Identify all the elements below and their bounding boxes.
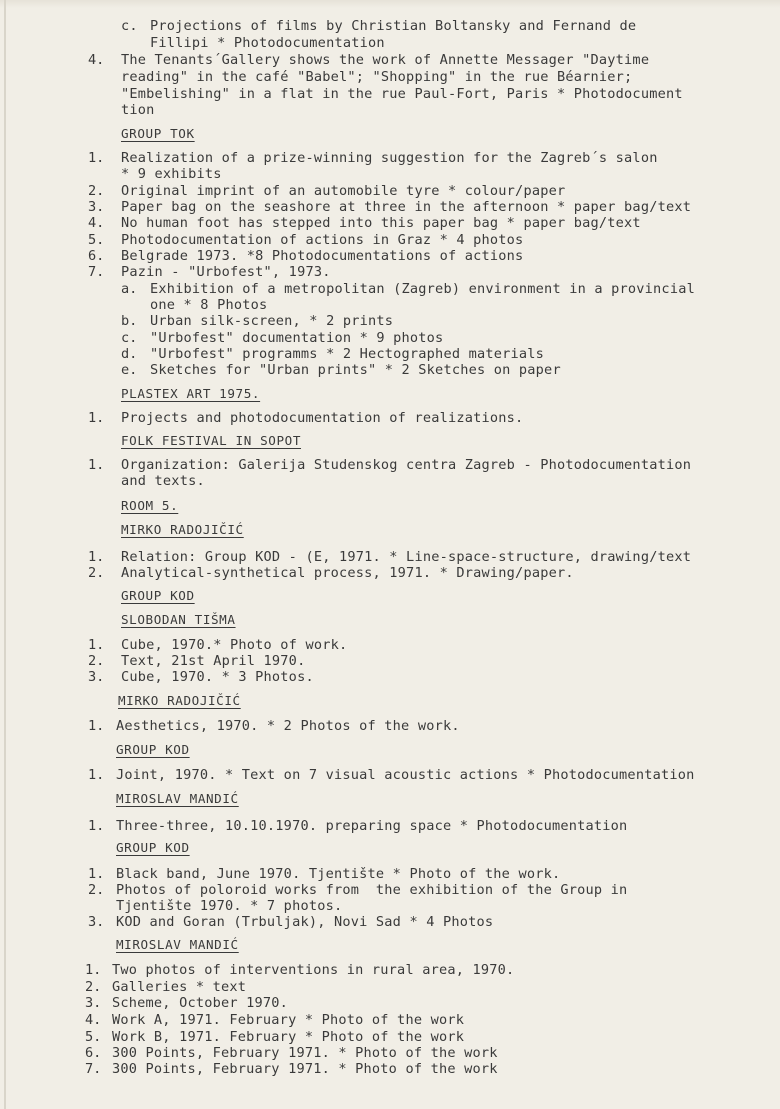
sub-item: Exhibition of a metropolitan (Zagreb) environment in a provincial [150,281,695,297]
list-item: No human foot has stepped into this paper bag * paper bag/text [121,215,641,231]
list-item-number: 7. [85,1061,102,1077]
list-item: 300 Points, February 1971. * Photo of the work [112,1045,498,1061]
list-item-number: 1. [88,457,105,473]
item-4-line-2: reading" in the café "Babel"; "Shopping" in the rue Béarnier; [121,69,633,85]
list-item-number: 2. [88,653,105,669]
list-item: Cube, 1970. * 3 Photos. [121,669,314,685]
list-item: Photodocumentation of actions in Graz * 4 photos [121,232,524,248]
list-item: Galleries * text [112,979,247,995]
list-item: and texts. [121,473,205,489]
list-item: * 9 exhibits [121,166,222,182]
sub-item: Urban silk-screen, * 2 prints [150,313,394,329]
list-item-number: 2. [88,565,105,581]
section-heading-mirko-radojicic: MIRKO RADOJIČIĆ [121,522,244,537]
list-item-number: 6. [88,248,105,264]
sub-item-letter: e. [121,362,138,378]
list-item: Photos of poloroid works from the exhibition of the Group in [116,882,628,898]
list-item-number: 1. [88,549,105,565]
list-item: Work B, 1971. February * Photo of the work [112,1029,465,1045]
list-item: KOD and Goran (Trbuljak), Novi Sad * 4 Photos [116,914,494,930]
list-item: Scheme, October 1970. [112,995,289,1011]
list-item: Two photos of interventions in rural area, 1970. [112,962,515,978]
list-item: Aesthetics, 1970. * 2 Photos of the work. [116,718,460,734]
list-item: Organization: Galerija Studenskog centra Zagreb - Photodocumentation [121,457,692,473]
sub-item: "Urbofest" programms * 2 Hectographed materials [150,346,545,362]
list-item-number: 4. [85,1012,102,1028]
sub-item-letter: c. [121,330,138,346]
item-4-line-4: tion [121,102,155,118]
list-item: Belgrade 1973. *8 Photodocumentations of actions [121,248,524,264]
section-heading-mirko-radojicic: MIRKO RADOJIČIĆ [118,693,241,708]
list-item-number: 1. [88,150,105,166]
item-4-line-1: The Tenants´Gallery shows the work of Annette Messager "Daytime [121,52,650,68]
page-fold-line [4,0,6,1109]
list-item: Projects and photodocumentation of realizations. [121,410,524,426]
list-item: Three-three, 10.10.1970. preparing space * Photodocumentation [116,818,628,834]
section-heading-plastex-art: PLASTEX ART 1975. [121,386,261,401]
section-heading-group-kod: GROUP KOD [116,840,190,855]
list-item: Text, 21st April 1970. [121,653,306,669]
list-item-number: 2. [85,979,102,995]
sub-item: one * 8 Photos [150,297,268,313]
list-item-number: 5. [85,1029,102,1045]
list-item-number: 1. [88,818,105,834]
list-item: Realization of a prize-winning suggestion for the Zagreb´s salon [121,150,658,166]
list-item-number: 5. [88,232,105,248]
list-item-number: 1. [88,718,105,734]
sub-item-letter: b. [121,313,138,329]
list-item-number: 7. [88,264,105,280]
section-heading-miroslav-mandic: MIROSLAV MANDIĆ [116,791,239,806]
list-item: Relation: Group KOD - (E, 1971. * Line-space-structure, drawing/text [121,549,692,565]
sub-item-letter: d. [121,346,138,362]
list-item: Paper bag on the seashore at three in the afternoon * paper bag/text [121,199,692,215]
list-item-number: 1. [85,962,102,978]
list-item-number: 3. [85,995,102,1011]
section-heading-group-kod: GROUP KOD [121,588,195,603]
item-c-label: c. [121,18,138,34]
sub-item: Sketches for "Urban prints" * 2 Sketches on paper [150,362,561,378]
item-c-line-1: Projections of films by Christian Boltansky and Fernand de [150,18,637,34]
list-item-number: 1. [88,767,105,783]
item-4-number: 4. [88,52,105,68]
scan-edge [0,0,780,8]
list-item: Cube, 1970.* Photo of work. [121,637,348,653]
section-heading-folk-festival: FOLK FESTIVAL IN SOPOT [121,433,302,448]
list-item-number: 2. [88,183,105,199]
list-item-number: 1. [88,410,105,426]
list-item-number: 1. [88,866,105,882]
item-c-line-2: Fillipi * Photodocumentation [150,35,385,51]
list-item-number: 1. [88,637,105,653]
section-heading-slobodan-tisma: SLOBODAN TIŠMA [121,612,236,627]
section-heading-group-tok: GROUP TOK [121,126,195,141]
section-heading-group-kod: GROUP KOD [116,742,190,757]
list-item: Original imprint of an automobile tyre * colour/paper [121,183,566,199]
list-item-number: 6. [85,1045,102,1061]
sub-item: "Urbofest" documentation * 9 photos [150,330,444,346]
item-4-line-3: "Embelishing" in a flat in the rue Paul-Fort, Paris * Photodocument [121,86,683,102]
list-item: Analytical-synthetical process, 1971. * Drawing/paper. [121,565,574,581]
list-item-number: 3. [88,914,105,930]
list-item: Black band, June 1970. Tjentište * Photo of the work. [116,866,561,882]
list-item-number: 4. [88,215,105,231]
section-heading-miroslav-mandic: MIROSLAV MANDIĆ [116,937,239,952]
list-item: Joint, 1970. * Text on 7 visual acoustic actions * Photodocumentation [116,767,695,783]
list-item: Pazin - "Urbofest", 1973. [121,264,331,280]
list-item: Tjentište 1970. * 7 photos. [116,898,343,914]
list-item: Work A, 1971. February * Photo of the work [112,1012,465,1028]
list-item-number: 2. [88,882,105,898]
sub-item-letter: a. [121,281,138,297]
list-item-number: 3. [88,199,105,215]
list-item-number: 3. [88,669,105,685]
section-heading-room-5: ROOM 5. [121,498,179,513]
list-item: 300 Points, February 1971. * Photo of the work [112,1061,498,1077]
